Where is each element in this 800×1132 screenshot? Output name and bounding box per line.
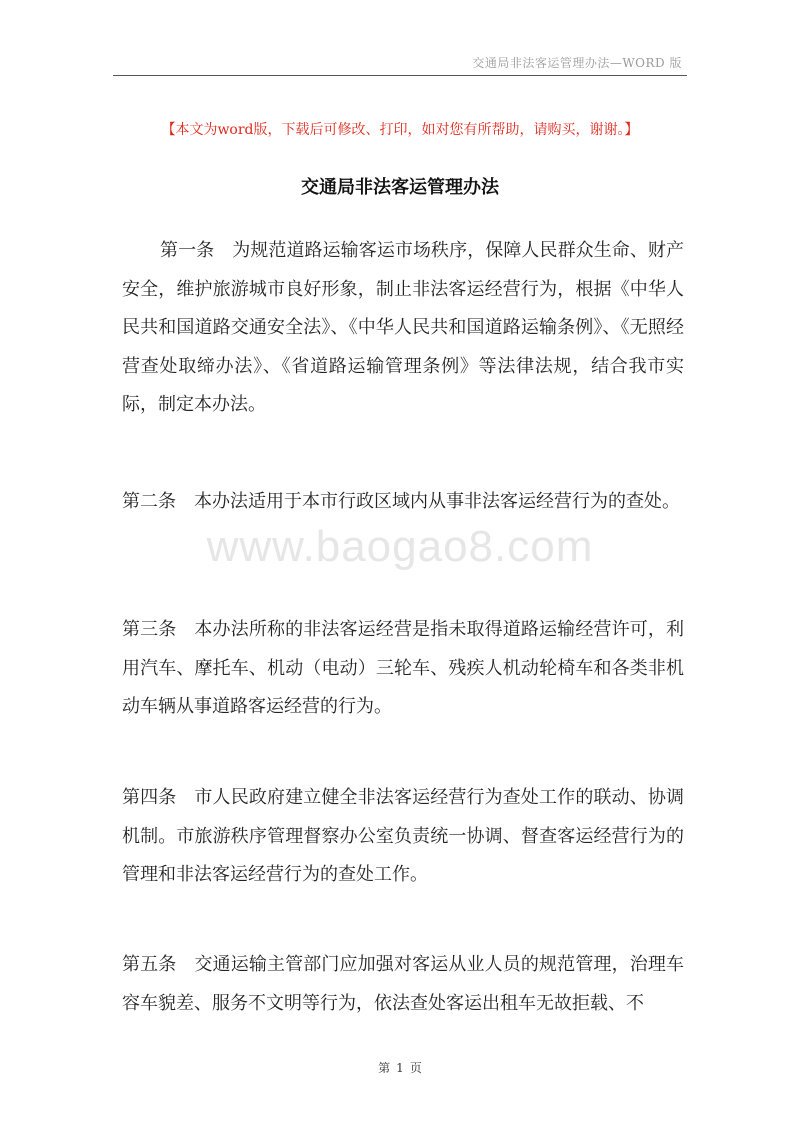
watermark: www.baogao8.com: [206, 522, 594, 571]
article-number: 第五条: [122, 954, 177, 975]
document-title: 交通局非法客运管理办法: [301, 177, 499, 198]
article-number: 第四条: [122, 787, 177, 808]
article-2: [122, 483, 684, 522]
page-header: 交通局非法客运管理办法—WORD 版: [472, 56, 682, 70]
page-number: 1: [396, 1061, 404, 1075]
article-text: 为规范道路运输客运市场秩序，保障人民群众生命、财产安全，维护旅游城市良好形象，制止非法客运经营行为，根据《中华人民共和国道路交通安全法》、《中华人民共和国道路运输条例》、《无照经营查处取缔办法》、《省道路运输管理条例》等法律法规，结合我市实际，制定本办法。: [122, 240, 685, 415]
article-number: 第二条: [122, 491, 176, 512]
footer-prefix: 第: [378, 1061, 391, 1075]
article-1: [122, 232, 684, 425]
article-3: [122, 611, 684, 727]
article-text: 市人民政府建立健全非法客运经营行为查处工作的联动、协调机制。市旅游秩序管理督察办公室负责统一协调、督查客运经营行为的管理和非法客运经营行为的查处工作。: [122, 787, 685, 885]
article-text: 交通运输主管部门应加强对客运从业人员的规范管理，治理车容车貌差、服务不文明等行为，依法查处客运出租车无故拒载、不: [122, 954, 685, 1014]
page-footer: [0, 1059, 800, 1076]
header-divider: [113, 75, 687, 76]
article-4: [122, 779, 684, 895]
purchase-notice: 【本文为word版，下载后可修改、打印，如对您有所帮助，请购买，谢谢。】: [161, 122, 639, 138]
article-text: 本办法所称的非法客运经营是指未取得道路运输经营许可，利用汽车、摩托车、机动（电动）三轮车、残疾人机动轮椅车和各类非机动车辆从事道路客运经营的行为。: [122, 619, 685, 717]
article-text: 本办法适用于本市行政区域内从事非法客运经营行为的查处。: [194, 491, 680, 512]
article-number: 第三条: [122, 619, 177, 640]
article-number: 第一条: [160, 240, 215, 261]
footer-suffix: 页: [409, 1061, 422, 1075]
article-5: [122, 946, 684, 1023]
